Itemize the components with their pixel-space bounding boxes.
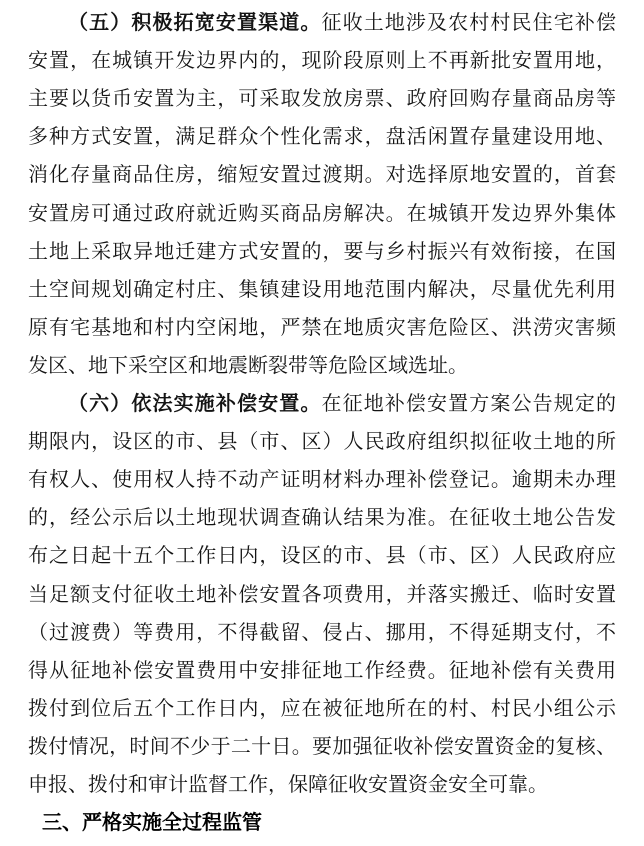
section6-line-9: 拨付到位后五个工作日内，应在被征地所在的村、村民小组公示 [28,695,616,720]
section6-line-10: 拨付情况，时间不少于二十日。要加强征收补偿安置资金的复核、 [28,733,616,758]
section6-line-7: （过渡费）等费用，不得截留、侵占、挪用，不得延期支付，不 [28,619,616,644]
section6-lead: （六）依法实施补偿安置。 [68,391,322,415]
document-page [28,0,616,846]
section6-text: 在征地补偿安置方案公告规定的 [321,391,617,415]
section5-line-6: 安置房可通过政府就近购买商品房解决。在城镇开发边界外集体 [28,200,616,225]
section6-line-6: 当足额支付征收土地补偿安置各项费用，并落实搬迁、临时安置 [28,581,616,606]
section5-line-5: 消化存量商品住房，缩短安置过渡期。对选择原地安置的，首套 [28,162,616,187]
section5-line-1 [28,4,616,40]
section5-line-4: 多种方式安置，满足群众个性化需求，盘活闲置存量建设用地、 [28,124,616,149]
section5-line-3: 主要以货币安置为主，可采取发放房票、政府回购存量商品房等 [28,86,616,111]
section6-line-3: 有权人、使用权人持不动产证明材料办理补偿登记。逾期未办理 [28,467,616,492]
section5-line-8: 土空间规划确定村庄、集镇建设用地范围内解决，尽量优先利用 [28,276,616,301]
section5-line-10: 发区、地下采空区和地震断裂带等危险区域选址。 [28,352,468,377]
section6-line-8: 得从征地补偿安置费用中安排征地工作经费。征地补偿有关费用 [28,657,616,682]
section6-line-2: 期限内，设区的市、县（市、区）人民政府组织拟征收土地的所 [28,429,616,454]
section6-line-5: 布之日起十五个工作日内，设区的市、县（市、区）人民政府应 [28,543,616,568]
section-heading-3: 三、严格实施全过程监管 [42,810,262,835]
section5-text: 征收土地涉及农村村民住宅补偿 [321,10,617,34]
section6-line-11: 申报、拨付和审计监督工作，保障征收安置资金安全可靠。 [28,772,548,796]
section6-line-4: 的，经公示后以土地现状调查确认结果为准。在征收土地公告发 [28,505,616,530]
section5-lead: （五）积极拓宽安置渠道。 [68,10,322,34]
section6-line-1 [28,385,616,421]
section5-line-9: 原有宅基地和村内空闲地，严禁在地质灾害危险区、洪涝灾害频 [28,314,616,339]
section5-line-7: 土地上采取异地迁建方式安置的，要与乡村振兴有效衔接，在国 [28,238,616,263]
section5-line-2: 安置，在城镇开发边界内的，现阶段原则上不再新批安置用地， [28,48,616,73]
